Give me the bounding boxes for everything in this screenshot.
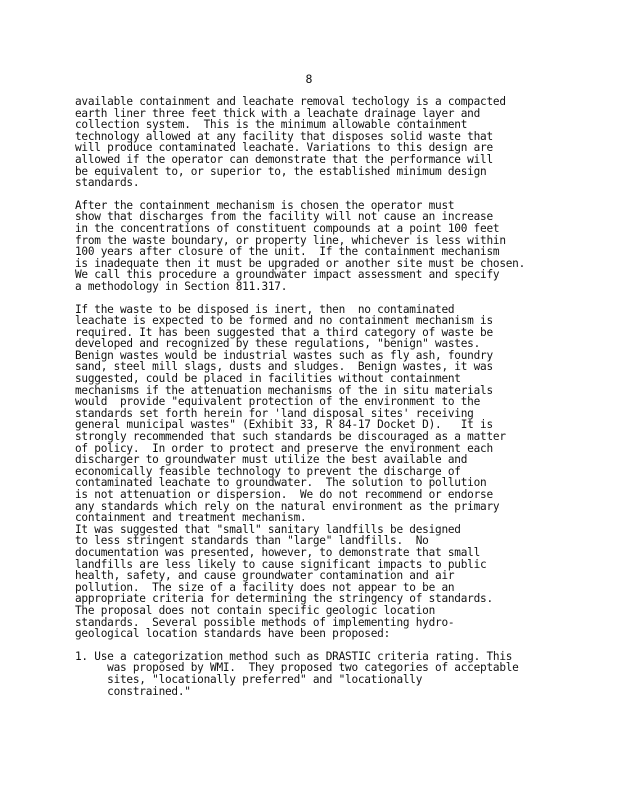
text-line: will produce contaminated leachate. Variations to this design are xyxy=(75,141,493,155)
text-line: 100 years after closure of the unit. If the containment mechanism xyxy=(75,245,500,259)
text-line: is not attenuation or dispersion. We do not recommend or endorse xyxy=(75,488,493,501)
text-line: pollution. The size of a facility does not appear to be an xyxy=(75,580,455,594)
text-line: of policy. In order to protect and preserve the environment each xyxy=(75,441,493,455)
text-line: mechanisms if the attenuation mechanisms of the in situ materials xyxy=(75,383,493,397)
text-line: geological location standards have been proposed: xyxy=(75,627,391,641)
text-line: documentation was presented, however, to demonstrate that small xyxy=(75,545,481,559)
page-number: 8 xyxy=(305,72,313,86)
text-line: is inadequate then it must be upgraded or another site must be chosen. xyxy=(75,256,526,270)
text-line: 1. Use a categorization method such as DRASTIC criteria rating. This xyxy=(75,649,513,663)
text-line: standards. xyxy=(75,176,140,190)
text-line: be equivalent to, or superior to, the established minimum design xyxy=(75,164,487,178)
text-line: available containment and leachate removal techology is a compacted xyxy=(75,95,506,108)
text-line: was proposed by WMI. They proposed two categories of acceptable xyxy=(75,661,519,675)
text-line: economically feasible technology to prevent the discharge of xyxy=(75,464,461,478)
text-line: earth liner three feet thick with a leachate drainage layer and xyxy=(75,106,481,120)
paragraph-2 xyxy=(75,200,555,293)
paragraph-4 xyxy=(75,605,555,640)
text-line: show that discharges from the facility will not cause an increase xyxy=(75,210,493,224)
text-line: landfills are less likely to cause significant impacts to public xyxy=(75,557,487,571)
text-line: constrained." xyxy=(75,684,191,698)
text-line: allowed if the operator can demonstrate that the performance will xyxy=(75,152,493,166)
text-line: contaminated leachate to groundwater. The solution to pollution xyxy=(75,476,487,490)
text-line: required. It has been suggested that a third category of waste be xyxy=(75,325,493,339)
text-line: It was suggested that "small" sanitary landfills be designed xyxy=(75,522,461,536)
text-line: from the waste boundary, or property line, whichever is less within xyxy=(75,233,506,247)
text-line: leachate is expected to be formed and no containment mechanism is xyxy=(75,314,493,328)
text-line: strongly recommended that such standards be discouraged as a matter xyxy=(75,430,506,444)
text-line: to less stringent standards than "large" landfills. No xyxy=(75,534,429,548)
text-line: standards set forth herein for 'land disposal sites' receiving xyxy=(75,406,474,420)
text-line: We call this procedure a groundwater impact assessment and specify xyxy=(75,268,500,282)
text-line: discharger to groundwater must utilize the best available and xyxy=(75,453,468,467)
text-line: sites, "locationally preferred" and "locationally xyxy=(75,672,423,686)
text-line: in the concentrations of constituent compounds at a point 100 feet xyxy=(75,221,500,235)
text-line: sand, steel mill slags, dusts and sludges. Benign wastes, it was xyxy=(75,360,493,374)
text-line: would provide "equivalent protection of the environment to the xyxy=(75,395,481,409)
paragraph-1 xyxy=(75,96,555,189)
text-line: After the containment mechanism is chosen the operator must xyxy=(75,198,455,212)
text-line: suggested, could be placed in facilities without containment xyxy=(75,372,461,386)
text-line: If the waste to be disposed is inert, then no contaminated xyxy=(75,302,455,316)
text-line: The proposal does not contain specific geologic location xyxy=(75,603,436,617)
list-item-1 xyxy=(75,651,555,697)
text-line: Benign wastes would be industrial wastes such as fly ash, foundry xyxy=(75,348,493,362)
text-line: appropriate criteria for determining the stringency of standards. xyxy=(75,592,493,606)
text-line: any standards which rely on the natural environment as the primary xyxy=(75,499,500,513)
text-line: collection system. This is the minimum allowable containment xyxy=(75,118,468,132)
text-line: technology allowed at any facility that disposes solid waste that xyxy=(75,129,493,143)
body-text xyxy=(75,96,555,708)
text-line: general municipal wastes" (Exhibit 33, R 84-17 Docket D). It is xyxy=(75,418,493,432)
text-line: standards. Several possible methods of implementing hydro- xyxy=(75,615,455,629)
text-line: health, safety, and cause groundwater contamination and air xyxy=(75,569,455,583)
text-line: developed and recognized by these regulations, "benign" wastes. xyxy=(75,337,481,351)
paragraph-3 xyxy=(75,304,555,605)
text-line: containment and treatment mechanism. xyxy=(75,511,307,525)
text-line: a methodology in Section 811.317. xyxy=(75,279,288,293)
